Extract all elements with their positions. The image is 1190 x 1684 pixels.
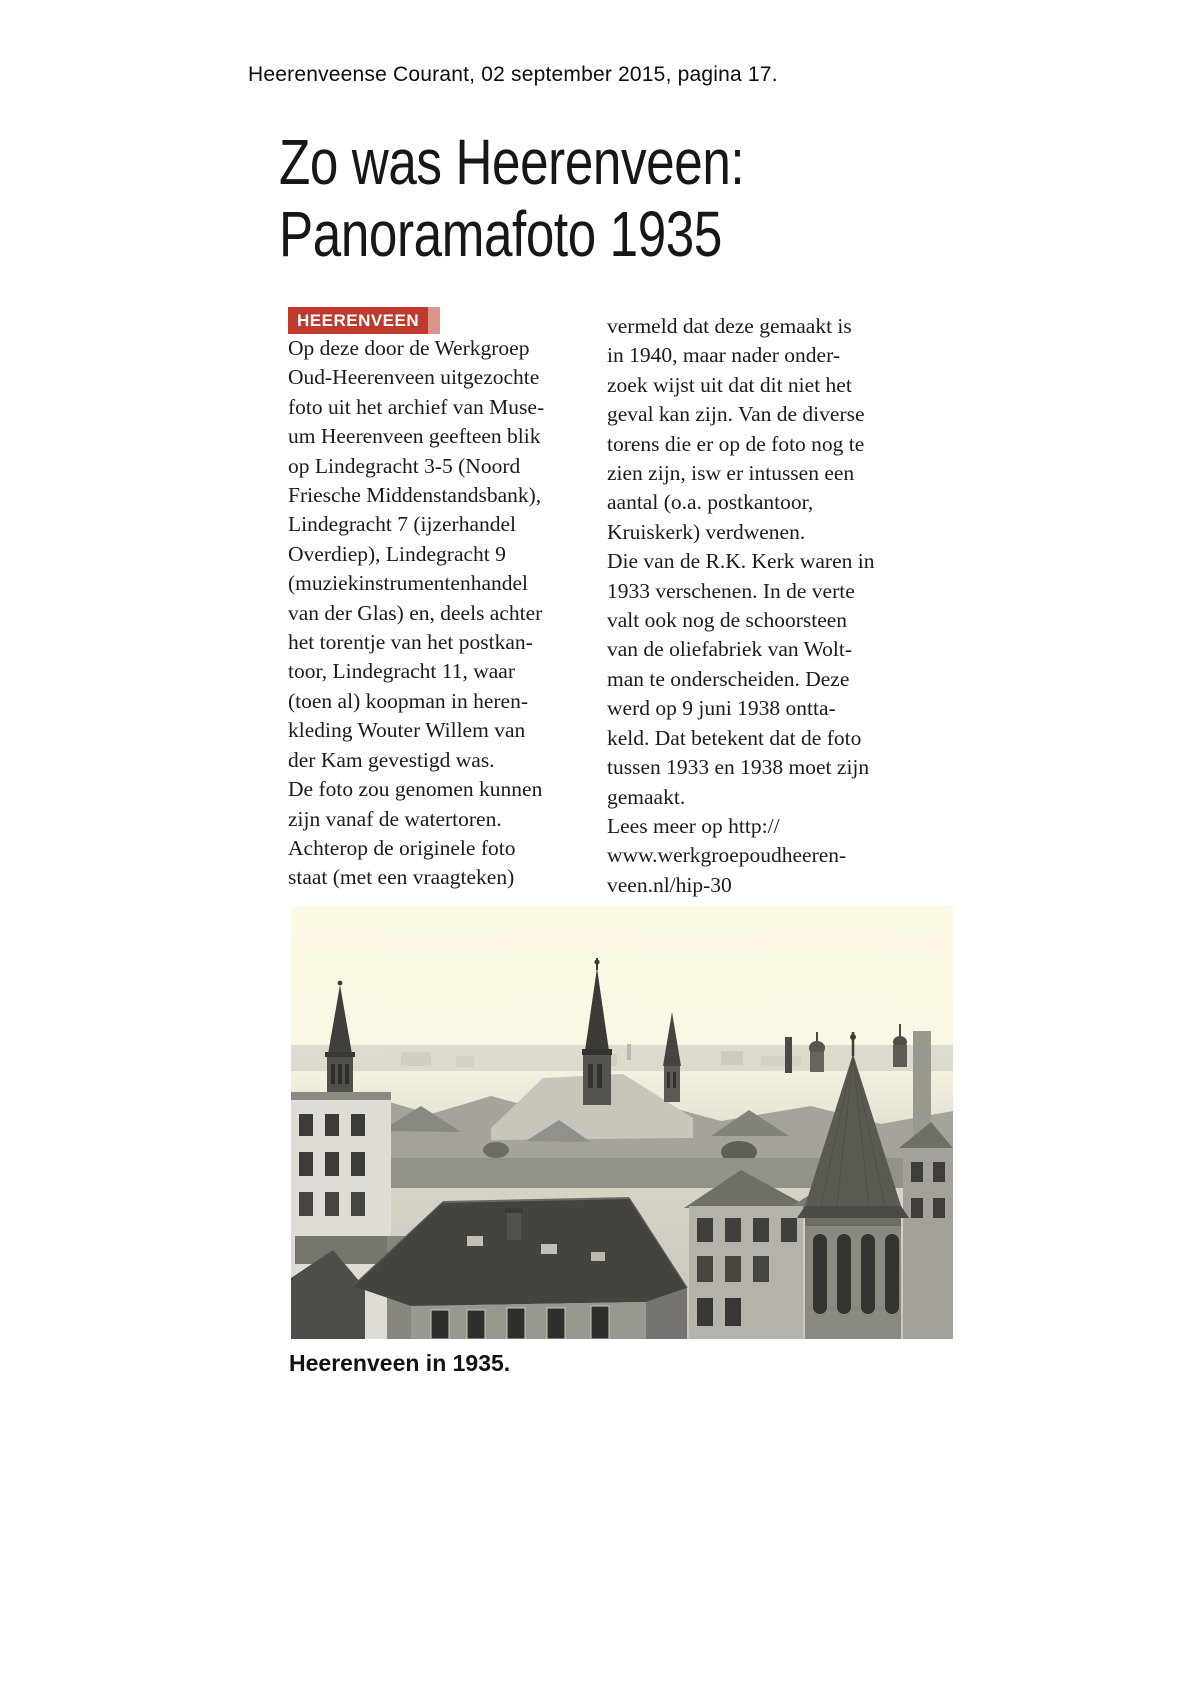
text-line: (toen al) koopman in heren-: [288, 688, 528, 713]
text-line: op Lindegracht 3-5 (Noord: [288, 453, 521, 478]
text-line: zien zijn, isw er intussen een: [607, 461, 855, 486]
text-line: geval kan zijn. Van de diverse: [607, 402, 865, 427]
text-line: der Kam gevestigd was.: [288, 747, 495, 772]
text-line: Oud-Heerenveen uitgezochte: [288, 365, 540, 390]
text-line: staat (met een vraagteken): [288, 865, 515, 890]
white-building: [291, 1092, 391, 1339]
headline-line-2: Panoramafoto 1935: [279, 198, 722, 270]
right-buildings: [899, 1122, 953, 1339]
text-line: aantal (o.a. postkantoor,: [607, 490, 814, 515]
factory-chimney: [785, 1037, 792, 1073]
text-line: zijn vanaf de watertoren.: [288, 806, 502, 831]
text-line: veen.nl/hip-30: [607, 872, 732, 897]
text-line: zoek wijst uit dat dit niet het: [607, 372, 852, 397]
text-line: foto uit het archief van Muse-: [288, 394, 545, 419]
text-line: het torentje van het postkan-: [288, 630, 533, 655]
article-column-2: [607, 312, 917, 900]
text-line: Kruiskerk) verdwenen.: [607, 519, 806, 544]
text-line: Die van de R.K. Kerk waren in: [607, 549, 875, 574]
text-line: keld. Dat betekent dat de foto: [607, 725, 862, 750]
text-line: torens die er op de foto nog te: [607, 431, 865, 456]
text-line: van de oliefabriek van Wolt-: [607, 637, 853, 662]
text-line: www.werkgroepoudheeren-: [607, 843, 847, 868]
masthead-line: Heerenveense Courant, 02 september 2015, pagina 17.: [248, 63, 778, 86]
article-headline: [279, 126, 861, 270]
text-line: Lees meer op http://: [607, 813, 780, 838]
text-line: toor, Lindegracht 11, waar: [288, 659, 515, 684]
text-line: van der Glas) en, deels achter: [288, 600, 543, 625]
text-line: man te onderscheiden. Deze: [607, 666, 850, 691]
text-line: 1933 verschenen. In de verte: [607, 578, 855, 603]
text-line: Lindegracht 7 (ijzerhandel: [288, 512, 517, 537]
text-line: tussen 1933 en 1938 moet zijn: [607, 755, 870, 780]
text-line: (muziekinstrumentenhandel: [288, 571, 529, 596]
headline-line-1: Zo was Heerenveen:: [279, 126, 745, 198]
text-line: Overdiep), Lindegracht 9: [288, 541, 506, 566]
text-line: Op deze door de Werkgroep: [288, 336, 530, 360]
text-line: vermeld dat deze gemaakt is: [607, 314, 852, 338]
text-line: Friesche Middenstandsbank),: [288, 483, 542, 508]
text-line: gemaakt.: [607, 784, 686, 809]
text-line: Achterop de originele foto: [288, 835, 516, 860]
panorama-photo: [291, 906, 953, 1339]
article-column-1: [288, 334, 598, 893]
text-line: kleding Wouter Willem van: [288, 718, 526, 743]
location-tag: HEERENVEEN: [288, 307, 428, 334]
text-line: werd op 9 juni 1938 ontta-: [607, 696, 836, 721]
photo-caption: Heerenveen in 1935.: [289, 1350, 511, 1376]
text-line: in 1940, maar nader onder-: [607, 343, 840, 368]
text-line: valt ook nog de schoorsteen: [607, 608, 848, 633]
text-line: um Heerenveen geefteen blik: [288, 424, 541, 449]
text-line: De foto zou genomen kunnen: [288, 777, 543, 802]
